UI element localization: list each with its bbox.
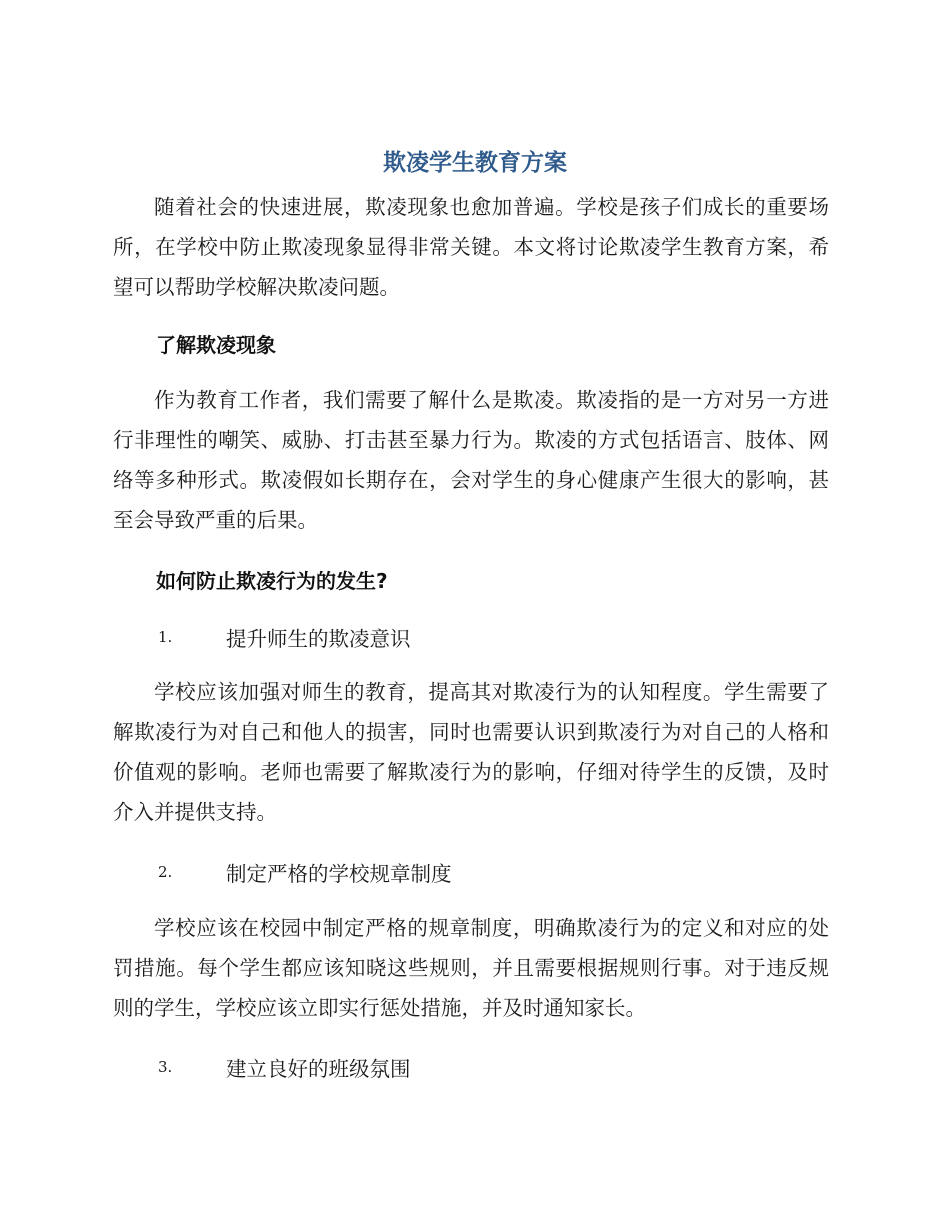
list-number: 2. xyxy=(158,863,173,881)
section-heading-prevention: 如何防止欺凌行为的发生? xyxy=(156,569,388,593)
list-item-1 xyxy=(158,622,411,652)
list-number: 1. xyxy=(158,628,173,646)
section-paragraph-understand-bullying: 作为教育工作者，我们需要了解什么是欺凌。欺凌指的是一方对另一方进行非理性的嘲笑、威胁、打击甚至暴力行为。欺凌的方式包括语言、肢体、网络等多种形式。欺凌假如长期存在，会对学生的身心健康产生很大的影响，甚至会导致严重的后果。 xyxy=(113,388,829,532)
intro-paragraph: 随着社会的快速进展，欺凌现象也愈加普遍。学校是孩子们成长的重要场所，在学校中防止欺凌现象显得非常关键。本文将讨论欺凌学生教育方案，希望可以帮助学校解决欺凌问题。 xyxy=(113,195,829,299)
document-title: 欺凌学生教育方案 xyxy=(383,150,567,176)
list-item-3 xyxy=(158,1052,411,1082)
list-item-title: 制定严格的学校规章制度 xyxy=(226,862,452,886)
list-number: 3. xyxy=(158,1058,173,1076)
list-item-title: 建立良好的班级氛围 xyxy=(226,1057,411,1081)
list-item-title: 提升师生的欺凌意识 xyxy=(226,627,411,651)
list-item-2-paragraph: 学校应该在校园中制定严格的规章制度，明确欺凌行为的定义和对应的处罚措施。每个学生都应该知晓这些规则，并且需要根据规则行事。对于违反规则的学生，学校应该立即实行惩处措施，并及时通知家长。 xyxy=(113,916,829,1020)
section-heading-understand-bullying: 了解欺凌现象 xyxy=(156,333,276,357)
list-item-1-paragraph: 学校应该加强对师生的教育，提高其对欺凌行为的认知程度。学生需要了解欺凌行为对自己和他人的损害，同时也需要认识到欺凌行为对自己的人格和价值观的影响。老师也需要了解欺凌行为的影响，仔细对待学生的反馈，及时介入并提供支持。 xyxy=(113,680,829,824)
list-item-2 xyxy=(158,857,452,887)
